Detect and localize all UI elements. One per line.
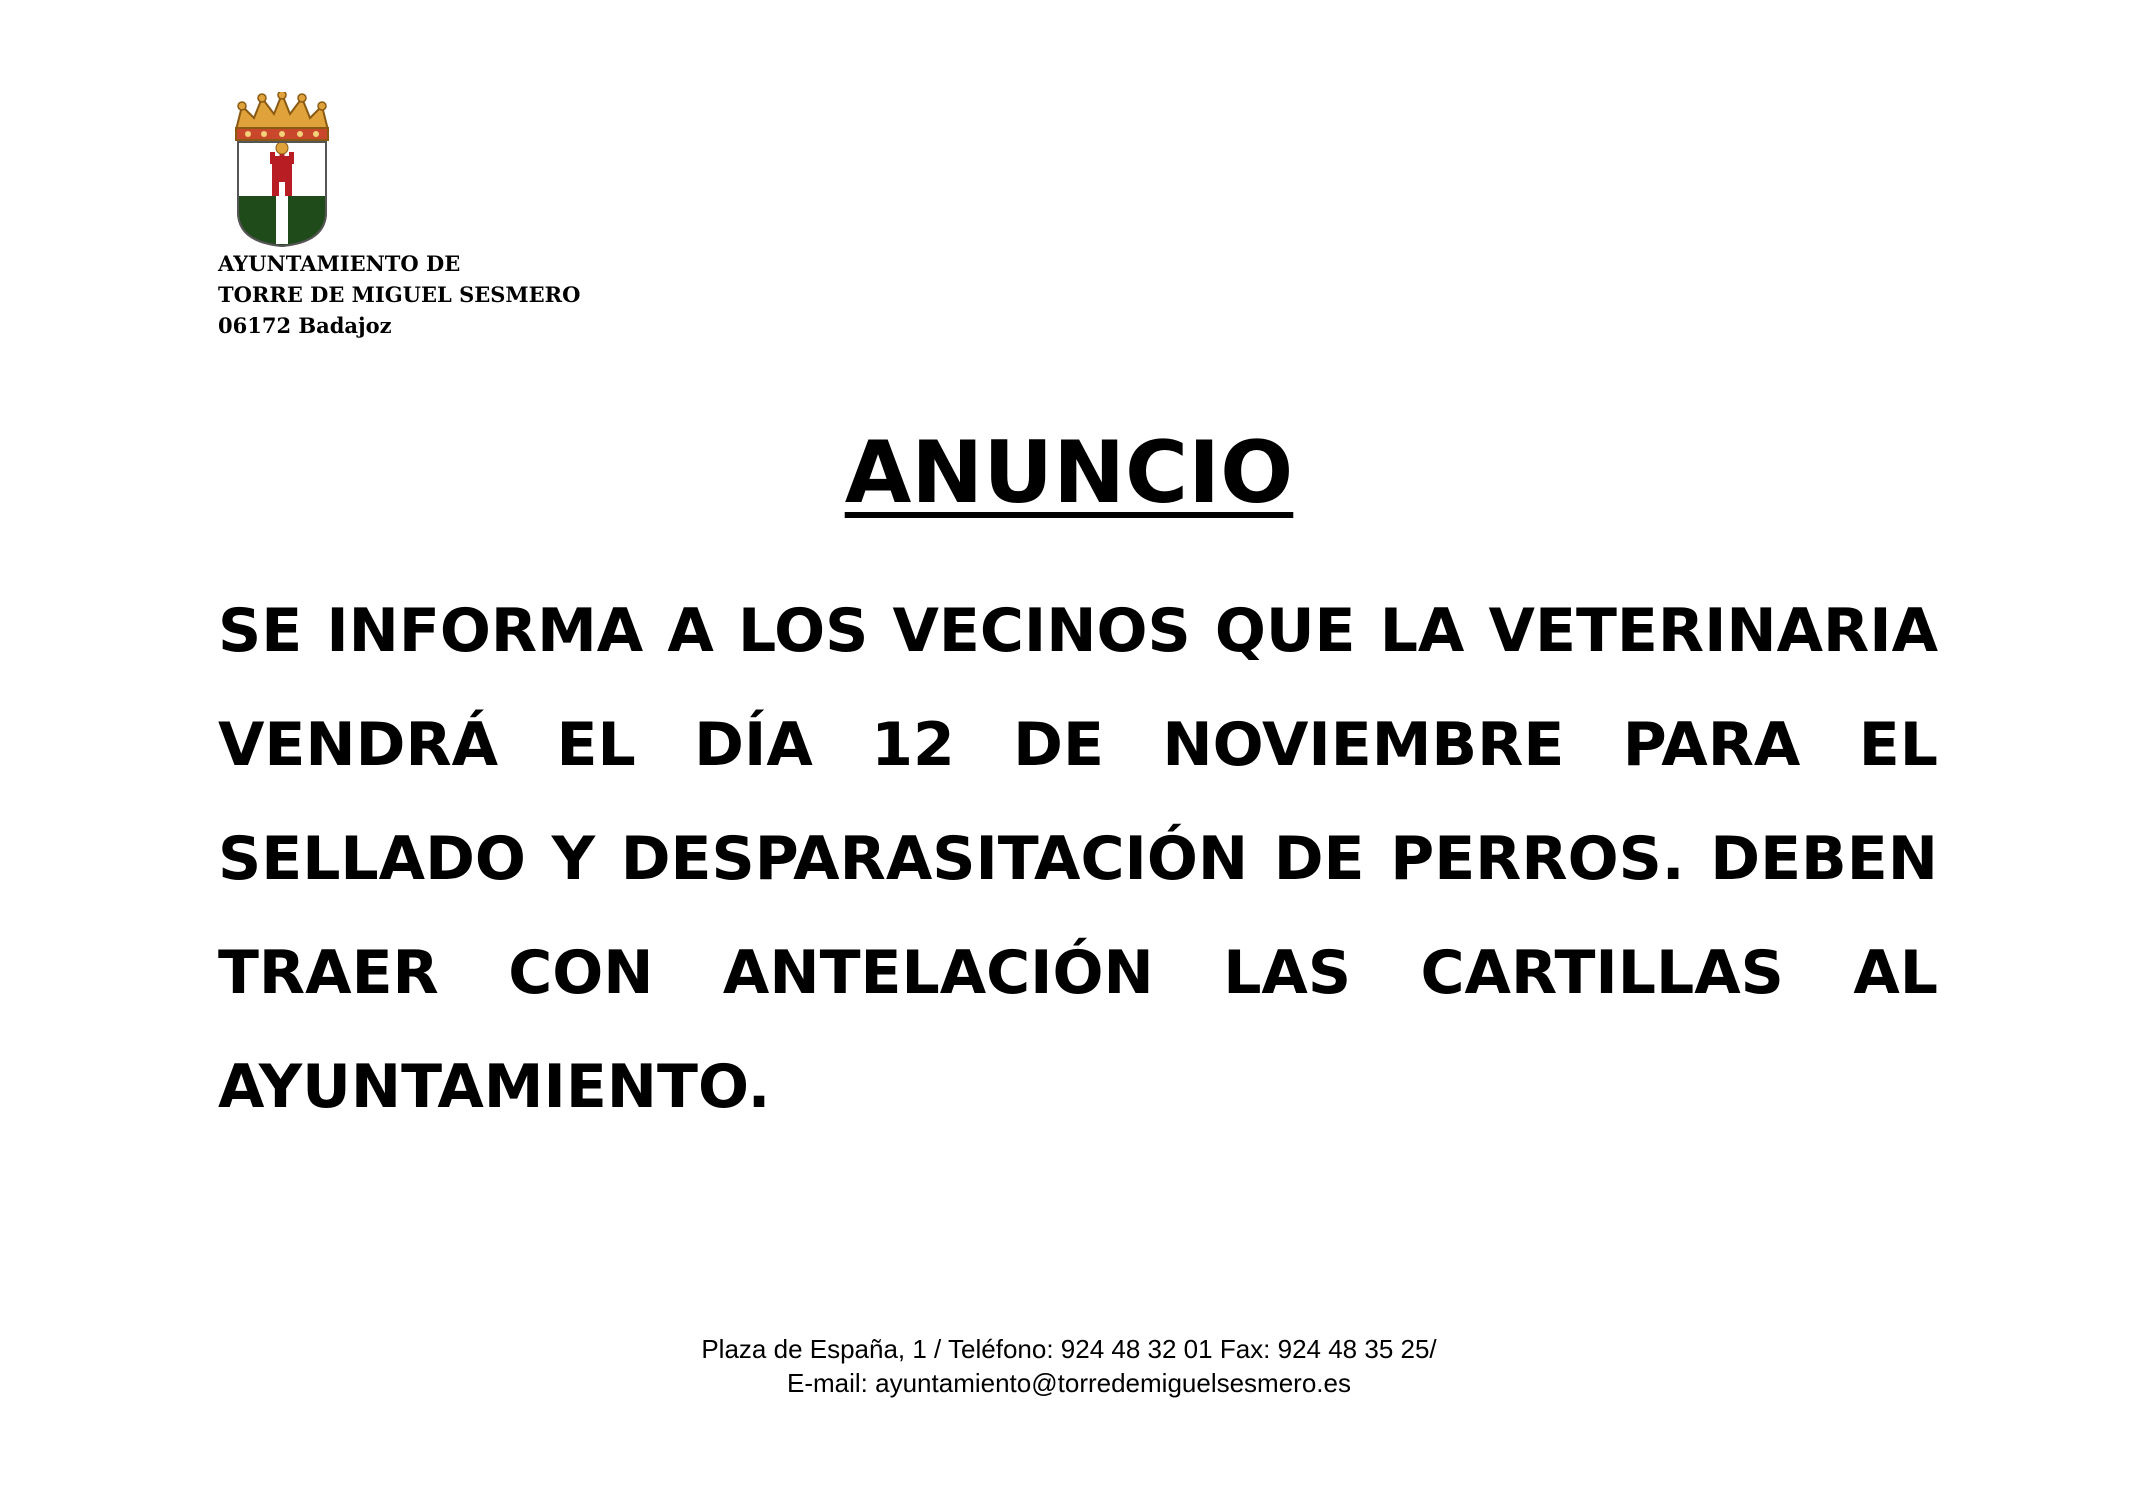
contact-footer (0, 1332, 2138, 1400)
body-line: SELLADO Y DESPARASITACIÓN DE PERROS. DEBEN (218, 824, 1938, 894)
footer-email: E-mail: ayuntamiento@torredemiguelsesmero.es (787, 1368, 1351, 1398)
body-line: TRAER CON ANTELACIÓN LAS CARTILLAS AL (218, 938, 1938, 1008)
announcement-title-text: ANUNCIO (844, 423, 1294, 523)
announcement-body (218, 574, 1938, 1144)
organization-line: AYUNTAMIENTO DE (218, 251, 461, 276)
body-line: SE INFORMA A LOS VECINOS QUE LA VETERINARIA (218, 596, 1938, 666)
organization-line: TORRE DE MIGUEL SESMERO (218, 282, 581, 307)
shield (238, 142, 326, 246)
body-line: AYUNTAMIENTO. (218, 1052, 771, 1122)
footer-address-phone: Plaza de España, 1 / Teléfono: 924 48 32 01 Fax: 924 48 35 25/ (701, 1334, 1437, 1364)
body-line: VENDRÁ EL DÍA 12 DE NOVIEMBRE PARA EL (218, 710, 1938, 780)
coat-of-arms-icon (228, 92, 336, 248)
postal-line: 06172 Badajoz (218, 313, 392, 338)
announcement-title (0, 418, 2138, 528)
crown (236, 92, 328, 140)
organization-address (218, 248, 738, 341)
